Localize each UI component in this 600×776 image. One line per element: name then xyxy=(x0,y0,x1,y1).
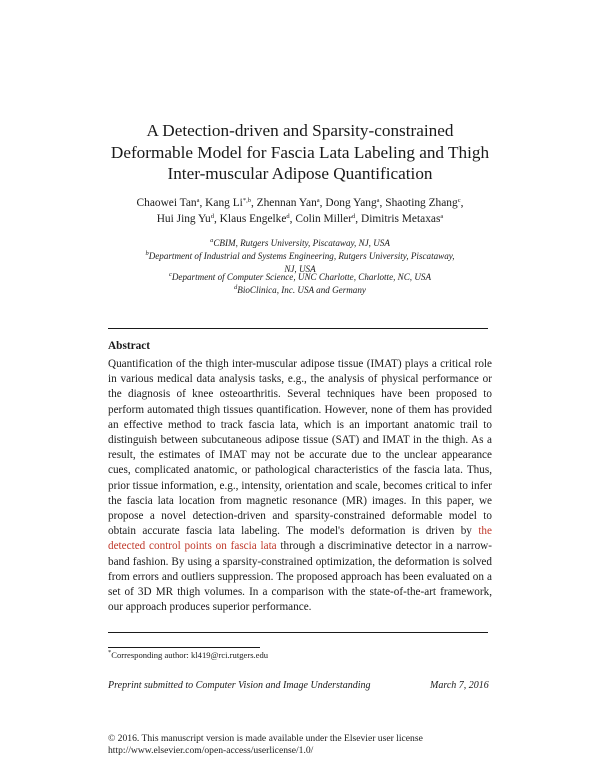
author-affil-sup: d xyxy=(286,212,290,220)
title-line-3: Inter-muscular Adipose Quantification xyxy=(167,164,433,183)
paper-title xyxy=(90,120,510,185)
title-line-2: Deformable Model for Fascia Lata Labeling and Thigh xyxy=(110,142,490,162)
affil-sup: d xyxy=(234,284,238,291)
footnote-sup: * xyxy=(108,649,112,656)
affil-sup: a xyxy=(210,237,214,244)
abstract-text-cont: through a discriminative detector in a narrow-band fashion. By using a sparsity-constrained optimization, the deformation is solved from errors and outliers suppression. The proposed approach has been evaluated on a set of 3D MR thigh volumes. In a comparison with the state-of-the-art framework, our approach produces superior performance. xyxy=(108,540,492,614)
affil-text: CBIM, Rutgers University, Piscataway, NJ, USA xyxy=(213,238,390,248)
author-name: Zhennan Yan xyxy=(256,197,317,209)
abstract-top-rule xyxy=(108,328,488,329)
footnote xyxy=(108,650,268,660)
author-list xyxy=(95,196,505,227)
affil-sup: c xyxy=(168,271,172,278)
affiliation-a xyxy=(110,237,490,250)
author-affil-sup: d xyxy=(352,212,356,220)
affiliation-d xyxy=(110,284,490,297)
author-name: Hui Jing Yu xyxy=(156,212,211,225)
author-name: Colin Miller xyxy=(295,212,353,225)
author-affil-sup: *,b xyxy=(242,197,251,204)
author-name: Dong Yang xyxy=(325,197,377,209)
license-line-1: © 2016. This manuscript version is made available under the Elsevier user license xyxy=(108,733,423,744)
author-affil-sup: a xyxy=(196,197,200,204)
author-name: Chaowei Tan xyxy=(136,197,197,209)
affil-text-cont: NJ, USA xyxy=(284,263,316,274)
author-name: Shaoting Zhang xyxy=(385,197,458,209)
abstract-body xyxy=(108,357,492,615)
abstract-bottom-rule xyxy=(108,632,488,633)
license-notice xyxy=(108,733,423,758)
author-affil-sup: d xyxy=(210,212,214,220)
footnote-rule xyxy=(108,647,260,648)
abstract-link[interactable]: the detected control points on fascia lata xyxy=(108,525,492,553)
footnote-text: Corresponding author: kl419@rci.rutgers.edu xyxy=(111,650,269,660)
author-line-2: Hui Jing Yu$^d$, Klaus Engelke$^d$, Colin Miller$^d$, Dimitris Metaxas$^a$ xyxy=(156,212,444,225)
author-affil-sup: c xyxy=(457,197,461,204)
license-url[interactable]: http://www.elsevier.com/open-access/userlicense/1.0/ xyxy=(108,745,314,757)
author-affil-sup: a xyxy=(316,197,320,204)
preprint-note: Preprint submitted to Computer Vision and Image Understanding xyxy=(108,680,371,691)
author-affil-sup: a xyxy=(440,212,444,220)
author-affil-sup: a xyxy=(376,197,380,204)
affil-text: BioClinica, Inc. USA and Germany xyxy=(237,285,366,295)
author-line-1: Chaowei Tan$^a$, Kang $Li^{*,b}$, Zhennan Yan$^a$, Dong Yang$^a$, Shaoting Zhang$^c$, xyxy=(136,197,464,209)
preprint-date: March 7, 2016 xyxy=(430,680,489,691)
affiliation-c xyxy=(110,271,490,284)
abstract-heading: Abstract xyxy=(108,340,151,352)
abstract-text: Quantification of the thigh inter-muscular adipose tissue (IMAT) plays a critical role in various medical data analysis tasks, e.g., the analysis of physical performance or the diagnosis of knee osteoarthritis. Several techniques have been proposed to perform automated thigh tissues quantification. However, none of them has provided an effective method to track fascia lata, which is an important anatomic trail to distinguish between subcutaneous adipose tissue (SAT) and IMAT in the thigh. As a result, the estimates of IMAT may not be accurate due to the unclear appearance cues, complicated anatomic, or pathological characteristics of the fascia lata. Thus, prior tissue information, e.g., intensity, orientation and scale, becomes critical to infer the fascia lata location from magnetic resonance (MR) images. In this paper, we propose a novel detection-driven and sparsity-constrained deformable model to obtain accurate fascia lata labeling. The model's deformation is driven by xyxy=(108,358,492,538)
title-line-1: A Detection-driven and Sparsity-constrained xyxy=(146,121,454,140)
affil-text: Department of Industrial and Systems Engineering, Rutgers University, Piscataway, xyxy=(148,251,455,261)
author-name: Klaus Engelke xyxy=(219,212,287,225)
affil-sup: b xyxy=(145,250,149,257)
affil-text: Department of Computer Science, UNC Charlotte, Charlotte, NC, USA xyxy=(171,272,432,282)
author-name: Kang Li xyxy=(205,197,243,209)
author-name: Dimitris Metaxas xyxy=(360,212,441,225)
